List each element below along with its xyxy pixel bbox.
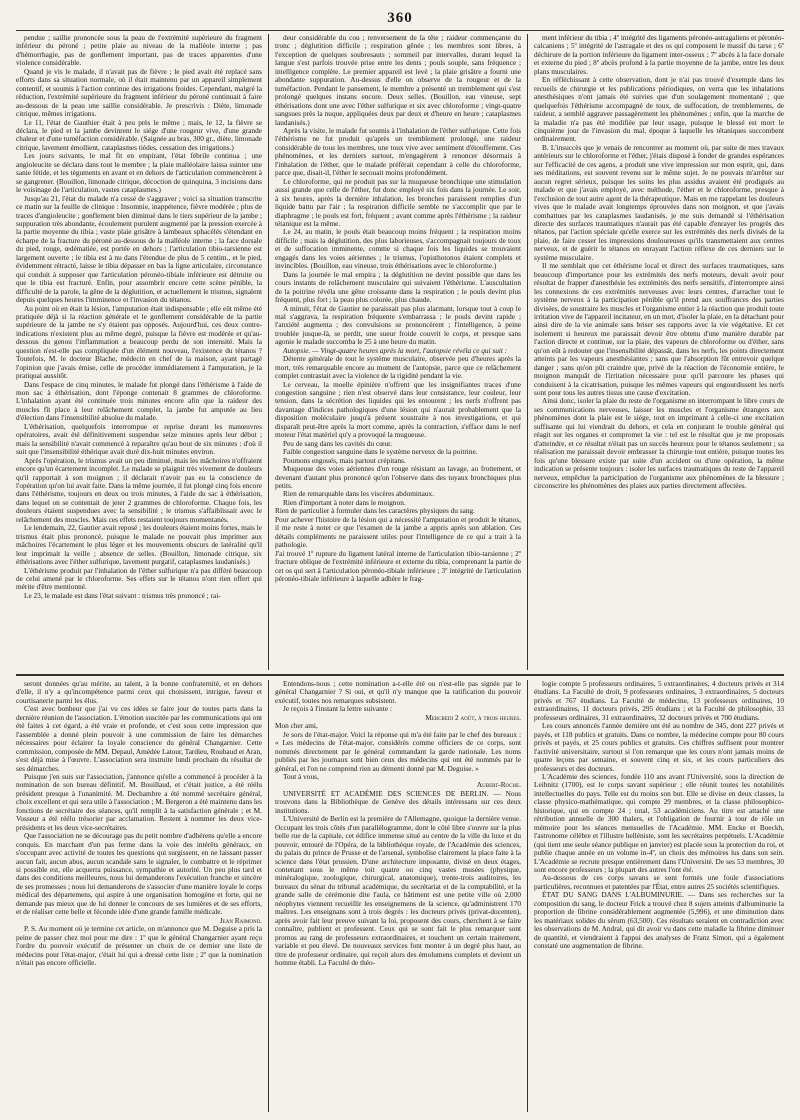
paragraph: Détente générale de tout le système musculaire, observée peu d'heures après la mort, très remarquable encore au moment de l'autopsie, parce que ce relâchement complet contrastait avec la violence de la rigidité pendant la vie. bbox=[275, 354, 521, 381]
paragraph: Aubert-Roche. bbox=[476, 780, 521, 790]
column-divider bbox=[527, 680, 528, 1112]
column-divider bbox=[268, 680, 269, 1112]
paragraph: Au-dessous de ces corps savans se sont formés une foule d'associations particulières, reconnues et patentées par l'État, entre autres 25 sociétés scientifiques. bbox=[534, 873, 784, 891]
paragraph: Le cerveau, la moelle épinière n'offrent que les insignifiantes traces d'une congestion sanguine ; rien n'est observé dans leur consistance, leur couleur, leur tension, dans la sécrétion des liquides qui les entourent ; les nerfs n'offrent pas davantage d'indices pathologiques d'une lésion qui n'aurait probablement que la disposition moléculaire jusqu'à présent soustraite à nos investigations, et qui disparaît peut-être après la mort comme, après la contraction, s'efface dans le nerf moteur l'état matériel qu'y a provoqué la mugueuse. bbox=[275, 379, 521, 440]
paragraph: Rien de particulier à formuler dans les caractères physiques du sang. bbox=[275, 506, 475, 516]
bottom-column-3 bbox=[534, 680, 784, 1112]
page-number: 360 bbox=[387, 10, 413, 26]
paragraph: Mon cher ami, bbox=[275, 721, 318, 731]
paragraph: Les cours annoncés l'année dernière ont été au nombre de 345, dont 227 privés et payés, et 118 publics et gratuits. Dans ce nombre, la médecine compte pour 80 cours privés et payés, et 25 cours publics et gratuits. Ces chiffres suffisent pour montrer l'activité universitaire, surtout si l'on remarque que les cours n'ont jamais moins de quatre leçons par semaine, et souvent cinq et six, et les cours particuliers des professeurs et des docteurs. bbox=[534, 721, 784, 773]
paragraph: Entendons-nous ; cette nomination a-t-elle été ou n'est-elle pas signée par le général Changarnier ? Si oui, et qu'il n'y manque que la ratification du pouvoir exécutif, toutes nos remarques subsistent. bbox=[275, 680, 521, 705]
column-divider bbox=[527, 34, 528, 670]
paragraph: L'éthérisation, quelquefois interrompue et reprise durant les manœuvres opératoires, avait été définitivement suspendue seize minutes après leur début ; mais la sensibilité n'avait commencé à reparaître qu'au bout de six minutes : d'où il suit que l'insensibilité éthérique avait duré dix-huit minutes environ. bbox=[16, 421, 262, 457]
paragraph: Que l'association ne se décourage pas du petit nombre d'adhérens qu'elle a encore conquis. En marchant d'un pas ferme dans la voie des intérêts généraux, en s'occupant avec activité de toutes les questions qui surgissent, en ne laissant passer aucun fait, aucun abus, aucun scandale sans le signaler, le combattre et le réprimer si possible est, elle acquerra puissance, sympathie et autorité. Un peu plus tard et dans des conditions meilleures, nous lui demanderons l'exécution franche et sincère de ses promesses ; nous lui demanderons de s'associer d'une manière loyale le corps médical des départemens, qui aspire à une organisation homogène et forte, qui ne demande pas mieux que de lui donner le concours de ses lumières et de ses efforts, et de réaliser cette belle et féconde idée d'une grande famille médicale. bbox=[16, 831, 262, 917]
paragraph: ment inférieur du tibia ; 4º intégrité des ligaments péronéo-astragaliens et péronéo-calcaniens ; 5º intégrité de l'astragale et des os qui composent le massif du tarse ; 6º déchirure de la portion inférieure du ligament inter-osseux ; 7º abcès à la face dorsale et externe du pied ; 8º abcès profond à la partie moyenne de la jambe, entre les deux plans musculaires. bbox=[534, 34, 784, 76]
section-rule bbox=[16, 674, 784, 676]
paragraph: ÉTAT DU SANG DANS L'ALBUMINURIE. — Dans ses recherches sur la composition du sang, le docteur Frick a trouvé chez 8 sujets atteints d'albuminurie la proportion de fibrine considérablement augmentée (5,996), et une diminution dans les matériaux solides du sérum (63,500). Ces résultats seraient en contradiction avec les observations de M. Andral, qui dit avoir vu dans cette maladie la fibrine diminuer de quantité, et viendraient à l'appui des analyses de Franz Simon, qui a également constaté une augmentation de fibrine. bbox=[534, 890, 784, 951]
paragraph: Le 23, le malade est dans l'état suivant : trismus très prononcé ; rai- bbox=[24, 590, 221, 600]
paragraph: Jean Raimond. bbox=[219, 915, 262, 925]
bottom-column-1 bbox=[16, 680, 262, 1112]
paragraph: Peu de sang dans les cavités du cœur. bbox=[283, 438, 393, 448]
paragraph: Il me semblait que cet éthérisme local et direct des surfaces traumatiques, sans beaucoup d'importance pour les extrémités des nerfs moteurs, devait avoir pour résultat de frapper d'anesthésie les extrémités des nerfs sensitifs, d'interrompre ainsi les connexions de ces extrémités nerveuses avec leurs centres, d'arracher tout le système nerveux à la participation pénible qu'il prend aux souffrances des parties divisées, de soustraire les muscles et l'organisme entier à la réaction que produit toute irritation vive de l'appareil incitateur, en un mot, d'isoler la plaie, en la détachant pour ainsi dire de la vie animale sans briser ses rapports avec la vie végétative. Et cet isolement si heureux me paraissait devoir être obtenu d'une manière durable par l'action directe et continue, sur la plaie, des vapeurs de chloroforme ou d'éther, sans qu'on eût à redouter que l'insensibilité dépassât, dans les nerfs, les points directement atteints par les vapeurs anesthésiantes ; sans que l'absorption fût entrevoir quelque danger ; sans qu'on pût craindre que, privé de la réaction de l'économie entière, le moignon manquât de l'irritation nécessaire pour qu'il parcoure les phases qui conduisent à la cicatrisation, puisque les mêmes vapeurs qui engourdissent les nerfs sont pour tous les autres tissus une cause d'excitation. bbox=[534, 261, 784, 398]
paragraph: Muqueuse des voies aériennes d'un rouge résistant au lavage, au frottement, et devenant d'autant plus prononcé qu'on l'observe dans des tuyaux bronchiques plus petits. bbox=[275, 464, 521, 491]
paragraph: Je sors de l'état-major. Voici la réponse qui m'a été faite par le chef des bureaux : « Les médecins de l'état-major, considérés comme officiers de ce corps, sont nommés directement par le général commandant la garde nationale. Les noms publiés par les journaux sont bien ceux des médecins qui ont été nommés par le général, et l'on ne comprend rien au démenti donné par M. Deguise. » bbox=[275, 729, 521, 773]
bottom-column-2 bbox=[275, 680, 521, 1112]
paragraph: Le 24, au matin, le pouls était beaucoup moins fréquent ; la respiration moins difficile ; mais la déglutition, des plus laborieuses, s'accompagnait toujours de toux et de suffocation imminente, comme si chaque fois les liquides se trouvaient engagés dans les voies aériennes ; le trismus, l'opisthotonos étaient complets et invincibles. (Bouillon, eau vineuse, trois éthérisations avec le chloroforme.) bbox=[275, 227, 521, 271]
paragraph: Faible congestion sanguine dans le système nerveux de la poitrine. bbox=[283, 447, 478, 457]
paragraph: Le lendemain, 22, Gautier avait reposé ; les douleurs étaient moins fortes, mais le trismus était plus prononcé, puisque le malade ne pouvait plus imprimer aux mâchoires l'écartement le plus léger et les mouvements obscurs de latéralité qu'il leur imprimait la veille ; absence de selles. (Bouillon, limonade citrique, six éthérisations avec l'éther sulfurique, lavement purgatif, cataplasmes laudanisés.) bbox=[16, 523, 262, 567]
paragraph: Pour achever l'histoire de la lésion qui a nécessité l'amputation et produit le tétanos, il me reste à noter ce que l'examen de la jambe a appris après son ablation. Ces détails compléments ne paraissent utiles pour l'intelligence de ce qui a trait à la pathologie. bbox=[275, 514, 521, 550]
paragraph: Dans la journée le mal empira ; la déglutition ne devint possible que dans les cours instants de relâchement musculaire qui suivaient l'éthérisme. L'auscultation de la poitrine révéla une gêne croissante dans la respiration ; le pouls devint plus fréquent, plus fort ; la peau plus colorée, plus chaude. bbox=[275, 269, 521, 305]
paragraph: Après l'opération, le trismus avait un peu diminué, mais les mâchoires n'offraient encore qu'un écartement incomplet. Le malade se plaignit très vivement de douleurs qu'il rapportait à son moignon ; il déclarait n'avoir pas eu la conscience de l'opération qu'on lui avait faite. Dans la même journée, il fut plongé cinq fois encore dans l'éthérisme, toujours en deux ou trois minutes, à l'aide du sac à éthérisation, dans lequel on se contentait de jeter 2 grammes de chloroforme. Chaque fois, les douleurs étaient suspendues avec la sensibilité ; le trismus s'affaiblissait avec le relâchement des muscles. Mais ces effets restaient toujours momentanés. bbox=[16, 455, 262, 524]
paragraph: Ainsi donc, isoler la plaie du reste de l'organisme en interrompant le libre cours de ses communications nerveuses, laisser les muscles et l'organisme étrangers aux phénomènes dont la plaie est le siége, tout en imprimant à celle-ci une excitation suffisante qui lui viendrait du dehors, et cela en conjurant le trouble général qui réagit sur les organes et compromet la vie : tel est le résultat que je me proposais d'atteindre, et ce résultat n'était pas un succès heureux pour le tétanos seulement ; sa réalisation me paraissait devoir embrasser la chirurgie tout entière, puisque toutes les fois qu'une blessure existe par suite d'un accident ou d'une opération, la même indication se présente toujours : isoler les surfaces traumatiques du reste de l'appareil nerveux, empêcher la participation de l'organisme aux phénomènes de la blessure ; circonscrire les phénomènes des plaies aux parties directement affectées. bbox=[534, 396, 784, 491]
paragraph: L'éthérisme produit par l'inhalation de l'éther sulfurique n'a pas différé beaucoup de celui amené par le chloroforme. Ses effets sur le tétanos n'ont rien offert qui mérite d'être mentionné. bbox=[16, 565, 262, 592]
paragraph: Les jours suivants, le mal fit en empirant, l'état fébrile continua ; une angioleucite se déclara dans tout le membre ; la plaie malléolaire laissa suinter une sanie fétide, et les téguments en avant et en dehors de l'articulation commencèrent à se gangrener. (Bouillon, limonade citrique, décoction de quinquina, 3 incisions dans le voisinage de l'articulation, vastes cataplasmes.) bbox=[16, 151, 262, 195]
paragraph: Tout à vous, bbox=[283, 771, 319, 781]
paragraph: Quand je vis le malade, il n'avait pas de fièvre ; le pied avait été replacé sans efforts dans sa situation normale, où il était maintenu par un appareil simplement contentif, et soumis à l'action continue des irrigations froides. Cependant, malgré la réduction, l'extrémité supérieure du fragment inférieur du péroné continuait à faire au-dessous de la peau une saillie considérable. Je prescrivis : Diète, limonade citrique, mêmes irrigations. bbox=[16, 66, 262, 119]
paragraph: UNIVERSITÉ ET ACADÉMIE DES SCIENCES DE BERLIN. — Nous trouvons dans la Bibliothèque de Genève des détails intéressans sur ces deux institutions. bbox=[275, 788, 521, 815]
top-column-2 bbox=[275, 34, 521, 670]
paragraph: Poumons engoués, mais partout crépitans. bbox=[283, 455, 406, 465]
header-rule bbox=[16, 30, 784, 31]
paragraph: seront données qu'au mérite, au talent, à la bonne confraternité, et en dehors d'elle, il n'y a qu'incompétence parmi ceux qui choisissent, intrigue, faveur et courtisanerie parmi les élus. bbox=[16, 680, 262, 705]
paragraph: Mercredi 2 août, à trois heures. bbox=[425, 712, 521, 722]
paragraph: En réfléchissant à cette observation, dont je n'ai pas trouvé d'exemple dans les recueils de chirurgie et les publications périodiques, on verra que les inhalations anesthésiques n'ont jamais été suivies que d'un soulagement momentané ; que quelquefois l'éthérisme accompagné de toux, de suffocation, de tremblements, de raideur, a semblé aggraver passagèrement les phénomènes ; enfin, que la marche de la maladie n'a pas été modifiée par leur usage, puisque le blessé est mort le cinquième jour de l'invasion du mal, époque à laquelle les tétaniques succombent ordinairement. bbox=[534, 75, 784, 144]
paragraph: P. S. Au moment où je termine cet article, on m'annonce que M. Deguise a pris la peine de passer chez moi pour me dire : 1º que le général Changarnier ayant reçu l'ordre du pouvoir exécutif de présenter un choix de ce dernier une liste de médecins pour l'état-major, c'était lui qui a dressé cette liste ; 2º que la nomination n'était pas encore officielle. bbox=[16, 924, 262, 967]
paragraph: Puisque j'en suis sur l'association, j'annonce qu'elle a commencé à procéder à la nomination de son bureau définitif. M. Bouillaud, et c'était justice, a été réélu président presque à l'unanimité. M. Dechambre a été nommé secrétaire général, choix excellent et qui sera utile à l'association ; M. Bergeron a été maintenu dans les fonctions de secrétaire des séances, qu'il remplit à la satisfaction générale ; et M. Vosseur a été réélu trésorier par acclamation. Restent à nommer les deux vice-présidents et les deux vice-secrétaires. bbox=[16, 771, 262, 832]
paragraph: deur considérable du cou ; renversement de la tête ; raideur commençante du tronc ; déglutition difficile ; respiration gênée ; les membres sont libres, à l'exception de quelques soubresauts ; sommeil par intervalles, durant lequel la langue s'est parfois trouvée prise entre les dents ; pouls souple, sans fréquence ; intelligence complète. Le premier appareil est levé ; la plaie grisâtre a fourni une abondante suppuration. Au-dessus d'elle on observe de la rougeur et de la tuméfaction. Pendant le pansement, le membre a présenté un tremblement qui s'est prolongé quelques instans encore. Deux selles. (Bouillon, eau vineuse, sept éthérisations dont une avec l'éther sulfurique et six avec chloroforme ; vingt-quatre sangsues près la nuque, appliquées deux par deux et d'heure en heure ; cataplasmes laudanisés.) bbox=[275, 34, 521, 127]
paragraph: logie compte 5 professeurs ordinaires, 5 extraordinaires, 4 docteurs privés et 314 étudians. La Faculté de droit, 9 professeurs ordinaires, 3 extraordinaires, 5 docteurs privés et 767 étudians. La Faculté de médecine, 13 professeurs ordinaires, 10 extraordinaires, 11 docteurs privés, 295 étudians ; et la Faculté de philosophie, 33 professeurs ordinaires, 31 extraordinaires, 32 docteurs privés et 700 étudians. bbox=[534, 680, 784, 722]
paragraph: Après la visite, le malade fut soumis à l'inhalation de l'éther sulfurique. Cette fois l'éthérisme ne fut produit qu'après un tremblement prolongé, une raideur considérable de tous les membres, une toux vive avec sentiment d'étouffement. Ces phénomènes, et les derniers surtout, m'engagèrent à renoncer désormais à l'inhalation de l'éther, que le malade préférait cependant à celle du chloroforme, parce que, disait-il, l'éther le secouait moins profondément. bbox=[275, 125, 521, 178]
paragraph: Le 11, l'état de Gauthier était à peu près le même ; mais, le 12, la fièvre se déclara, le pied et la jambe devinrent le siége d'une rougeur vive, d'une grande chaleur et d'une tuméfaction considérable. (Saignée au bras, 300 gr., diète, limonade citrique, lavement émollient, cataplasmes tièdes, cessation des irrigations.) bbox=[16, 117, 262, 152]
paragraph: L'Académie des sciences, fondée 110 ans avant l'Université, sous la direction de Leibnitz (1700), est le corps savant supérieur ; elle réunit toutes les notabilités intellectuelles du pays. Telle est du moins son but. Elle se divise en deux classes, la classe physico-mathématique, qui compte 29 membres, et la classe philosophico-historique, qui en compte 24 ; total, 53 académiciens. Au titre est attaché une rétribution annuelle de 300 thalers, et l'obligation de fournir à tour de rôle un mémoire pour les séances mensuelles de l'Académie. MM. Encke et Boeckh, l'astronome célèbre et l'illustre helléniste, sont les secrétaires perpétuels. L'Académie (qui tient une seule séance publique en janvier) est placée sous la protection du roi, et publie chaque année en un volume in-4º, un choix des mémoires lus dans son sein. L'Académie se recrute presque entièrement dans l'Université. De ses 53 membres, 30 sont encore professeurs ; la plupart des autres l'ont été. bbox=[534, 771, 784, 874]
paragraph: Autopsie. — Vingt-quatre heures après la mort, l'autopsie révéla ce qui suit : bbox=[283, 345, 508, 355]
column-divider bbox=[268, 34, 269, 670]
paragraph: J'ai trouvé 1º rupture du ligament latéral interne de l'articulation tibio-tarsienne ; 2º fracture oblique de l'extrémité inférieure et externe du tibia, comprenant la partie de cet os qui sert à l'articulation péronéo-tibiale inférieure ; 3º intégrité de l'articulation péronéo-tibiale inférieure à laquelle adhère le frag- bbox=[275, 548, 521, 583]
paragraph: Le chloroforme, qui ne produit pas sur la muqueuse bronchique une stimulation aussi grande que celle de l'éther, fut donc employé six fois dans la journée. Le soir, à six heures, après la dernière inhalation, les bronches paraissent remplies d'un liquide battu par l'air ; la respiration difficile semble ne s'accomplir que par le diaphragme ; le pouls est fort, fréquent ; avant comme après l'éthérisme ; la raideur tétanique est la même. bbox=[275, 176, 521, 228]
paragraph: Jusqu'au 21, l'état du malade n'a cessé de s'aggraver ; voici sa situation transcrite ce matin sur la feuille de clinique : Insomnie, inappétence, fièvre modérée ; plus de traces d'angioleucite ; gonflement bien diminué dans le tiers supérieur de la jambe ; suppuration très abondante, écoulement purulent augmenté par la pression exercée à la partie moyenne du tibia ; vaste plaie grisâtre à lambeaux sphacélés s'étendant en écharpe de la fracture du péroné au-dessous de la malléole interne ; la face dorsale du pied, rouge, œdématiée, est portée en dehors ; l'articulation tibio-tarsienne est largement ouverte ; le tibia est à nu dans l'étendue de plus de 5 centim., et le pied, évidemment rétracté, laisse le tibia dépasser en bas la ligne articulaire, circonstance qui conduit à supposer que l'articulation péronéo-tibiale inférieure est détruite ou que le tibia est fracturé. Enfin, pour assombrir encore cette scène pénible, la difficulté de la parole, la gêne de la déglutition, et actuellement le trismus, signalent depuis quelques heures l'imminence et l'invasion du tétanos. bbox=[16, 193, 262, 305]
paragraph: C'est avec bonheur que j'ai vu ces idées se faire jour de toutes parts dans la dernière réunion de l'association. L'émotion suscitée par les communications qui ont été faites à cet égard, a été vraie et profonde, et c'est sous cette impression que l'assemblée a donné plein pouvoir à une commission de faire les démarches nécessaires pour éclairer la loyale conscience du général Changarnier. Cette commission, composée de MM. Depaul, Amédée Latour, Tardieu, Roubaud et Aran, s'est déjà mise à l'œuvre. L'association sera instruite lundi prochain du résultat de ses démarches. bbox=[16, 704, 262, 773]
paragraph: L'Université de Berlin est la première de l'Allemagne, quoique la dernière venue. Occupant les trois côtés d'un parallélogramme, dont le côté libre s'ouvre sur la plus belle rue de la capitale, cet édifice immense situé au centre de la ville du luxe et du pouvoir, entouré de l'Opéra, de la bibliothèque royale, de l'Académie des sciences, du palais du prince de Prusse et de l'arsenal, symbolise clairement la place faite à la science dans l'état prussien. D'une architecture imposante, divisé en deux étages, contenant sous le même toit quatre ou cinq vastes musées (physique, minéralogique, zoologique, chirurgical, anatomique), trente-trois auditoires, les bureaux du sénat du tribunal académique, du secrétariat et de la comptabilité, et la grande salle de cérémonie dite l'aula, ce bâtiment est une petite ville où 2,000 néophytes viennent recueillir les enseignemens de la science, qu'administrent 170 maîtres. Les enseignans sont à trois degrés : les docteurs privés (privat-docenten), après avoir fait leur preuve suivant la loi, proposent des cours, cherchent à se faire connaître, publient et professent. Ceux qui se sont fait le plus remarquer sont promus au rang de professeurs extraordinaires, et touchent un certain traitement, variable et peu élevé. De nouveaux services font monter à un degré plus haut, au titre de professeur ordinaire, qui reçoit alors des émolumens complets et devient un homme établi. La Faculté de théo- bbox=[275, 814, 521, 967]
paragraph: Rien d'important à noter dans le moignon. bbox=[283, 497, 406, 507]
top-column-1 bbox=[16, 34, 262, 670]
top-column-3 bbox=[534, 34, 784, 670]
paragraph: pendue ; saillie prononcée sous la peau de l'extrémité supérieure du fragment inférieur du péroné ; petite plaie au niveau de la malléole interne ; pas d'hémorrhagie, pas de gonflement important, pas de traces apparentes d'une violence considérable. bbox=[16, 34, 262, 68]
paragraph: Je reçois à l'instant la lettre suivante : bbox=[283, 704, 392, 714]
paragraph: Au point où en était la lésion, l'amputation était indispensable ; elle eût même été pratiquée déjà si la réaction générale et le gonflement considérable de la partie supérieure de la jambe ne s'y étaient pas opposés. Aujourd'hui, ces deux contre-indications n'existent plus au même degré, puisque la fièvre est modérée et qu'au-dessous du genou l'inflammation a beaucoup perdu de son intensité. Mais la question n'est-elle pas compliquée d'un élément nouveau, l'existence du tétanos ? Toutefois, M. le docteur Blache, médecin en chef de la maison, ayant partagé l'opinion que j'avais émise, celle de procéder immédiatement à l'amputation, je la pratiquai aussitôt. bbox=[16, 303, 262, 381]
paragraph: B. L'insuccès que je venais de rencontrer au moment où, par suite de mes travaux antérieurs sur le chloroforme et l'éther, j'étais disposé à fonder de grandes espérances sur l'efficacité de ces agens, a produit une vive impression sur mon esprit, qui, dans ses méditations, est souvent revenu sur le même sujet. Je ne pouvais m'arrêter sur aucun regret sérieux, puisque les soins les plus assidus avaient été prodigués au malade et que j'avais employé, avec méthode, l'éther et le chloroforme, presque à l'exclusion de tout autre agent de la thérapeutique. Mais en me rappelant les douleurs vives que le malade avait longtemps éprouvées dans son moignon, et que j'avais combattues par les cataplasmes laudanisés, je me suis demandé si l'éthérisation directe des surfaces traumatiques n'aurait pas été capable d'enrayer les progrès des tétanos, par l'action spéciale qu'elle exerce sur les extrémités des nerfs divisés de la plaie, de faire cesser les impressions douloureuses qu'ils transmettaient aux centres nerveux, et de guérir le tétanos en enrayant l'action réflexe de ces derniers sur le système musculaire. bbox=[534, 142, 784, 262]
paragraph: Dans l'espace de cinq minutes, le malade fut plongé dans l'éthérisme à l'aide de mon sac à éthérisation, dont l'éponge contenait 8 grammes de chloroforme. L'inhalation ayant été continuée trois minutes encore afin que la raideur des muscles fît place à leur relâchement complet, la jambe fut amputée au lieu d'élection dans l'insensibilité absolue du malade. bbox=[16, 379, 262, 423]
paragraph: A minuit, l'état de Gautier ne paraissait pas plus alarmant, lorsque tout à coup le mal s'aggrava, la respiration fréquente s'embarrassa ; le pouls devint rapide ; l'anxiété augmenta ; des convulsions se prononcèrent ; l'intelligence, à peine troublée jusque-là, se perdit, une sueur froide couvrit le corps, et presque sans agonie le malade succomba le 25 à une heure du matin. bbox=[275, 303, 521, 347]
paragraph: Rien de remarquable dans les viscères abdominaux. bbox=[283, 489, 434, 499]
